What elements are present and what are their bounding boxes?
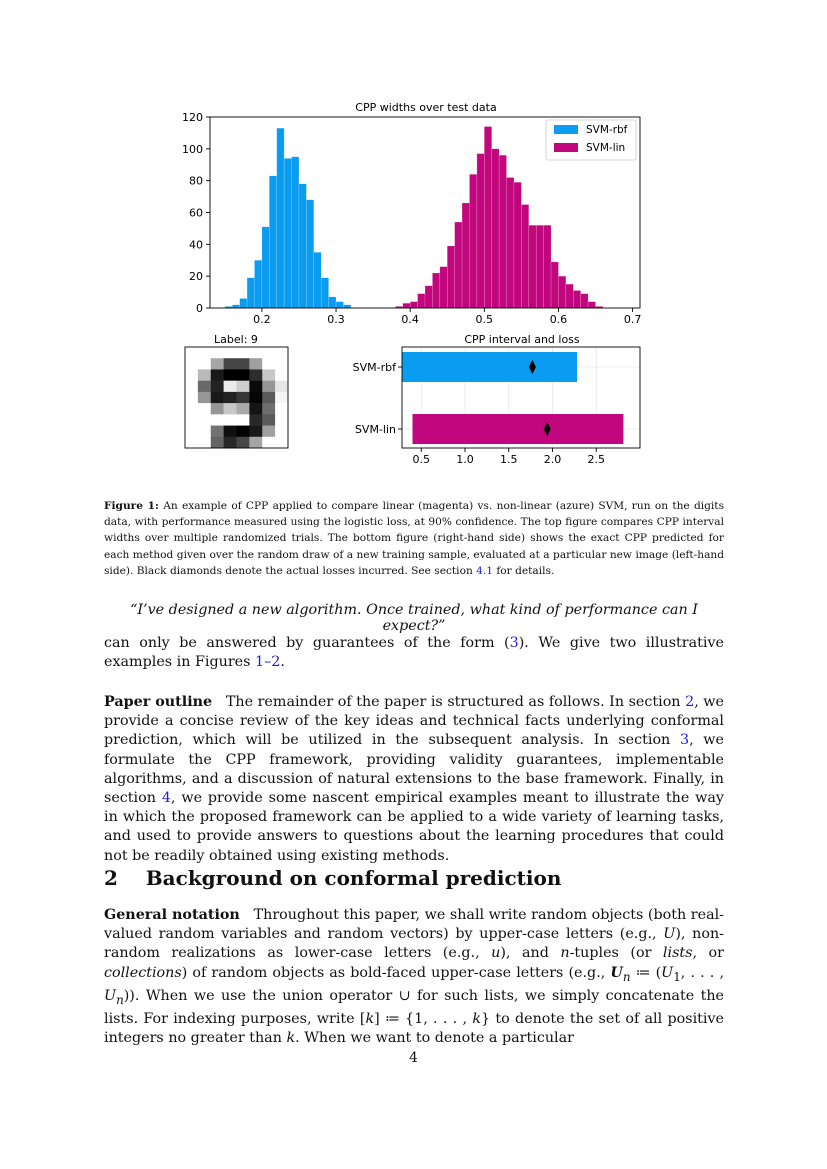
digit-pixel [211,358,224,370]
paragraph-general-notation [104,906,724,1048]
digit-pixel [262,369,275,381]
paragraph-paper-outline [104,693,724,866]
digit-image-title: Label: 9 [214,333,258,346]
digit-pixel [185,358,198,370]
digit-pixel [224,369,237,381]
digit-pixel [211,414,224,426]
histogram-bar-rbf [240,298,247,308]
math-k: k [365,1010,375,1027]
para1-text-2: ). We give two illustrative examples in Figures [104,635,724,671]
digit-pixel [211,403,224,415]
histogram-bar-lin [477,154,484,308]
histogram-bar-lin [507,177,514,308]
digit-pixel [185,414,198,426]
legend-label-lin: SVM-lin [586,142,626,154]
y-tick-label: 100 [182,142,203,156]
histogram-bar-rbf [329,297,336,308]
digit-pixel [262,347,275,359]
para2-text-1: The remainder of the paper is structured as follows. In section [225,694,686,710]
histogram-bar-lin [566,284,573,308]
digit-pixel [275,414,288,426]
section-number: 2 [104,866,118,890]
digit-pixel [185,426,198,438]
digit-pixel [198,414,211,426]
legend-swatch-rbf [554,125,578,134]
histogram-bar-lin [462,203,469,308]
interval-bar-rbf [402,352,577,382]
para1-text-1: can only be answered by guarantees of the form ( [104,635,510,651]
para3-text-11: } to denote the set of all positive integers no greater than [104,1010,724,1046]
y-tick-label: 60 [189,206,203,220]
figure-2-link[interactable]: 2 [271,654,281,671]
y-tick-label: 0 [196,302,203,315]
digit-pixel [249,369,262,381]
math-sub-n2: n [116,992,124,1007]
digit-pixel [237,381,250,393]
legend-label-rbf: SVM-rbf [586,124,628,136]
digit-pixel [249,414,262,426]
histogram-title: CPP widths over test data [355,101,497,114]
digit-pixel [237,392,250,404]
digit-pixel [262,437,275,449]
digit-pixel [211,437,224,449]
digit-pixel [275,381,288,393]
x-tick-label: 0.5 [412,453,430,466]
x-tick-label: 1.5 [500,453,518,466]
digit-pixel [262,414,275,426]
interval-bar-lin [413,414,624,444]
digit-pixel [237,437,250,449]
digit-pixel [237,358,250,370]
para3-text-5: , or [692,945,724,962]
digit-pixel [275,437,288,449]
section-4-link[interactable]: 4 [161,790,171,807]
histogram-bar-lin [455,222,462,308]
section-2-link[interactable]: 2 [685,694,695,710]
y-tick-label: 40 [189,238,203,252]
histogram-bar-rbf [262,227,269,308]
interval-chart [340,331,650,471]
digit-pixel [275,369,288,381]
digit-pixel [237,347,250,359]
math-Un: U [104,987,117,1004]
digit-pixel [249,392,262,404]
histogram-bar-lin [529,225,536,308]
interval-x-axis [413,448,606,466]
histogram-x-axis [253,308,641,326]
histogram-bar-rbf [336,302,343,308]
digit-pixel [185,392,198,404]
digit-pixel [237,414,250,426]
digit-pixel [198,358,211,370]
histogram-bar-lin [410,302,417,308]
digit-pixel [185,437,198,449]
section-title: Background on conformal prediction [145,866,562,890]
para2-text-4: , we provide some nascent empirical examples meant to illustrate the way in which the proposed framework can be applied to a wide variety of learning tasks, and used to provide answers to questions about the learning procedures that could not be readily obtained using existing methods. [104,790,725,864]
para3-text-6: ) of random objects as bold-faced upper-case letters (e.g., [181,964,611,981]
histogram-bar-rbf [321,278,328,308]
digit-pixel [262,381,275,393]
histogram-bar-lin [581,294,588,308]
digit-image-panel [180,331,295,453]
histogram-bar-lin [484,127,491,308]
digit-pixel [211,381,224,393]
histogram-bar-lin [418,294,425,308]
figure-caption [104,498,724,579]
caption-section-link[interactable]: 4.1 [476,564,494,577]
para1-text-3: . [280,654,285,671]
section-3-link[interactable]: 3 [679,732,690,749]
digit-image [185,347,288,448]
digit-pixel [224,358,237,370]
digit-pixel [198,381,211,393]
digit-pixel [211,392,224,404]
digit-pixel [275,347,288,359]
y-tick-label: 80 [189,174,203,188]
digit-pixel [185,369,198,381]
histogram-bar-lin [492,149,499,308]
histogram-bar-rbf [254,260,261,308]
digit-pixel [224,381,237,393]
x-tick-label: 0.5 [475,313,494,326]
math-k3: k [286,1029,296,1046]
caption-text: An example of CPP applied to compare linear (magenta) vs. non-linear (azure) SVM, run on the digits data, with performance measured using the logistic loss, at 90% confidence. The top figure compares CPP interval widths over multiple randomized trials. The bottom figure (right-hand side) shows the exact CPP predicted for each method given over the random draw of a new training sample, evaluated at a particular new image (left-hand side). Black diamonds denote the actual losses incurred. See section [104,500,725,577]
interval-chart-title: CPP interval and loss [464,333,580,346]
page-number: 4 [409,1050,418,1066]
histogram-bar-lin [447,246,454,308]
interval-rows [353,352,624,444]
para3-text-3: ), and [500,945,561,962]
para3-text-12: . When we want to denote a particular [295,1029,574,1046]
digit-pixel [185,347,198,359]
math-sub-1: 1 [673,969,681,984]
histogram-bar-rbf [277,128,284,308]
digit-pixel [262,358,275,370]
para2-text-3: , we formulate the CPP framework, providing validity guarantees, implementable algorithms, and a discussion of natural extensions to the base framework. Finally, in section [104,732,724,807]
para3-text-4: -tuples (or [569,945,663,962]
digit-pixel [198,403,211,415]
histogram-bar-lin [499,155,506,308]
para3-text-10: ] ≔ {1, . . . , [374,1010,473,1027]
digit-pixel [224,392,237,404]
equation-ref-link[interactable]: 3 [509,635,519,651]
digit-pixel [237,426,250,438]
histogram-bar-rbf [284,158,291,308]
para3-text-2: ), non-random realizations as lower-case letters (e.g., [104,926,724,962]
histogram-bar-rbf [343,305,350,308]
row-label-rbf: SVM-rbf [352,361,396,374]
histogram-bar-rbf [292,157,299,308]
digit-pixel [224,403,237,415]
paper-outline-heading: Paper outline [104,694,213,710]
digit-pixel [275,358,288,370]
digit-pixel [275,392,288,404]
para2-text-2: , we provide a concise review of the key ideas and technical facts underlying conformal prediction, which will be utilized in the subsequent analysis. In section [104,694,724,749]
math-n: n [560,945,570,962]
digit-pixel [211,426,224,438]
motivating-quote: “I’ve designed a new algorithm. Once trained, what kind of performance can I expect?” [130,602,698,634]
digit-pixel [198,369,211,381]
math-k2: k [472,1010,481,1027]
histogram-bar-rbf [232,305,239,308]
histogram-bar-rbf [247,278,254,308]
digit-pixel [198,347,211,359]
histogram-bar-lin [403,303,410,308]
para3-text-7: ≔ ( [630,964,662,981]
histogram-bar-lin [521,205,528,308]
para3-text-9: )). When we use the union operator ∪ for such lists, we simply concatenate the lists. For indexing purposes, write [ [104,987,724,1027]
digit-pixel [249,437,262,449]
digit-pixel [211,347,224,359]
histogram-bar-lin [440,267,447,308]
histogram-bar-lin [573,290,580,308]
histogram-bar-rbf [314,252,321,308]
general-notation-heading: General notation [104,907,240,923]
digit-pixel [262,403,275,415]
math-sub-n: n [622,969,631,984]
y-tick-label: 120 [182,111,203,124]
digit-pixel [198,392,211,404]
histogram-bar-lin [432,273,439,308]
digit-pixel [249,347,262,359]
y-tick-label: 20 [189,270,203,284]
digit-pixel [249,381,262,393]
histogram-bar-rbf [306,200,313,308]
emph-collections: collections [104,964,182,981]
digit-pixel [198,426,211,438]
digit-pixel [262,392,275,404]
x-tick-label: 2.5 [587,453,605,466]
para3-text-8: , . . . , [680,964,724,981]
para3-text-1: Throughout this paper, we shall write random objects (both real-valued random variables and random vectors) by upper-case letters (e.g., [104,907,725,943]
legend-swatch-lin [554,143,578,152]
histogram-bar-lin [536,225,543,308]
histogram-bar-lin [469,174,476,308]
math-bold-U: U [610,964,623,981]
x-tick-label: 0.4 [401,313,419,326]
histogram-bar-rbf [269,176,276,308]
digit-pixel [275,403,288,415]
histogram-bar-lin [514,182,521,308]
histogram-bar-rbf [299,184,306,308]
emph-lists: lists [662,945,693,962]
digit-pixel [249,358,262,370]
digit-pixel [249,426,262,438]
digit-pixel [224,347,237,359]
row-label-lin: SVM-lin [354,423,396,436]
digit-pixel [211,369,224,381]
x-tick-label: 0.2 [253,313,271,326]
histogram-bar-lin [551,262,558,308]
section-heading [104,866,561,890]
digit-pixel [224,437,237,449]
x-tick-label: 0.3 [327,313,345,326]
digit-pixel [237,403,250,415]
digit-pixel [224,426,237,438]
x-tick-label: 0.6 [549,313,568,326]
digit-pixel [249,403,262,415]
histogram-y-axis [182,111,210,315]
digit-pixel [275,426,288,438]
digit-pixel [198,437,211,449]
digit-pixel [185,403,198,415]
x-tick-label: 0.7 [623,313,642,326]
histogram-legend [546,120,636,160]
histogram-bar-lin [544,225,551,308]
digit-pixel [224,414,237,426]
histogram-bar-lin [588,302,595,308]
histogram-bar-lin [558,276,565,308]
digit-pixel [185,381,198,393]
math-U1: U [661,964,674,981]
figure-1-link[interactable]: 1 [255,654,265,671]
histogram-bar-lin [425,286,432,308]
caption-text-end: for details. [493,564,555,577]
paragraph-guarantees [104,634,724,672]
math-U: U [663,926,676,943]
x-tick-label: 1.0 [456,453,474,466]
figure-range-dash: – [264,654,272,671]
digit-pixel [237,369,250,381]
caption-label: Figure 1: [104,500,159,512]
math-u: u [491,945,501,962]
x-tick-label: 2.0 [543,453,562,466]
widths-histogram [160,96,660,328]
digit-pixel [262,426,275,438]
